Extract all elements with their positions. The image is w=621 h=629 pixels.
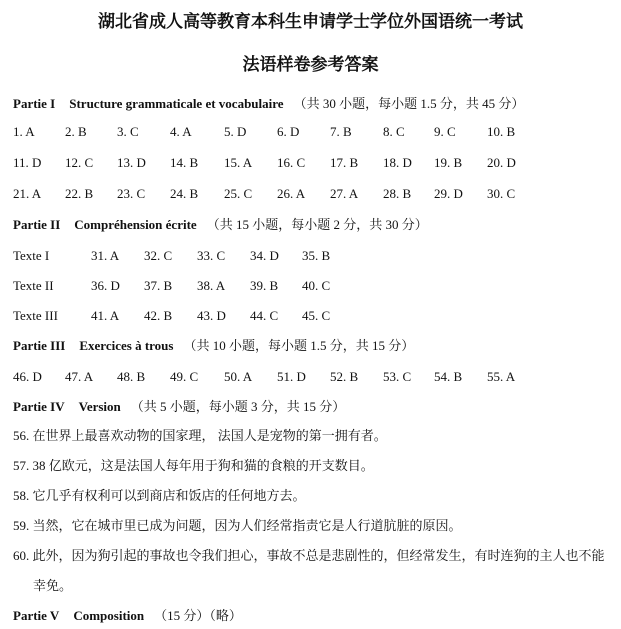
answer: 49. C — [170, 369, 199, 384]
answer: 40. C — [302, 278, 331, 293]
answer: 31. A — [91, 248, 120, 263]
answer: 45. C — [302, 308, 331, 323]
answer: 5. D — [224, 124, 247, 139]
answer: 10. B — [487, 124, 516, 139]
translation-item: 56. 在世界上最喜欢动物的国家理， 法国人是宠物的第一拥有者。 — [13, 428, 387, 443]
answer: 27. A — [330, 186, 359, 201]
answer: 34. D — [250, 248, 279, 263]
part4-heading — [13, 399, 345, 415]
answer: 17. B — [330, 155, 359, 170]
translation-item-continued: 幸免。 — [33, 578, 73, 593]
part2-note: （共 15 小题，每小题 2 分，共 30 分） — [206, 217, 428, 232]
translation-item: 59. 当然，它在城市里已成为问题，因为人们经常指责它是人行道肮脏的原因。 — [13, 518, 462, 533]
answer: 1. A — [13, 124, 35, 139]
answer: 14. B — [170, 155, 199, 170]
part5-note: （15 分）（略） — [154, 608, 242, 623]
answer: 43. D — [197, 308, 226, 323]
answer: 22. B — [65, 186, 94, 201]
part4-name: Version — [78, 399, 121, 414]
answer: 23. C — [117, 186, 146, 201]
answer: 32. C — [144, 248, 173, 263]
answer: 9. C — [434, 124, 456, 139]
answer: 48. B — [117, 369, 146, 384]
part4-label: Partie IV — [13, 399, 65, 414]
answer: 47. A — [65, 369, 94, 384]
answer: 26. A — [277, 186, 306, 201]
texte-label: Texte I — [13, 248, 50, 263]
answer: 53. C — [383, 369, 412, 384]
answer: 21. A — [13, 186, 42, 201]
part1-heading — [13, 96, 524, 112]
answer: 41. A — [91, 308, 120, 323]
part3-heading — [13, 338, 414, 354]
part1-note: （共 30 小题，每小题 1.5 分，共 45 分） — [293, 96, 525, 111]
answer: 51. D — [277, 369, 306, 384]
part4-note: （共 5 小题，每小题 3 分，共 15 分） — [130, 399, 346, 414]
document-subtitle: 法语样卷参考答案 — [242, 55, 379, 74]
part1-label: Partie I — [13, 96, 56, 111]
answer: 20. D — [487, 155, 516, 170]
answer: 29. D — [434, 186, 463, 201]
answer: 36. D — [91, 278, 120, 293]
answer: 54. B — [434, 369, 463, 384]
part2-heading — [13, 217, 428, 233]
answer: 38. A — [197, 278, 226, 293]
part1-name: Structure grammaticale et vocabulaire — [69, 96, 284, 111]
answer: 44. C — [250, 308, 279, 323]
answer: 18. D — [383, 155, 412, 170]
answer: 28. B — [383, 186, 412, 201]
answer: 8. C — [383, 124, 405, 139]
answer: 50. A — [224, 369, 253, 384]
answer: 35. B — [302, 248, 331, 263]
answer: 6. D — [277, 124, 300, 139]
translation-item: 57. 38 亿欧元，这是法国人每年用于狗和猫的食粮的开支数目。 — [13, 458, 374, 473]
answer: 55. A — [487, 369, 516, 384]
answer: 37. B — [144, 278, 173, 293]
answer: 39. B — [250, 278, 279, 293]
part2-name: Compréhension écrite — [74, 217, 197, 232]
answer: 24. B — [170, 186, 199, 201]
part3-name: Exercices à trous — [79, 338, 174, 353]
answer: 7. B — [330, 124, 352, 139]
part3-note: （共 10 小题，每小题 1.5 分，共 15 分） — [183, 338, 415, 353]
answer: 46. D — [13, 369, 42, 384]
translation-item: 58. 它几乎有权利可以到商店和饭店的任何地方去。 — [13, 488, 306, 503]
answer: 15. A — [224, 155, 253, 170]
answer: 11. D — [13, 155, 42, 170]
answer: 3. C — [117, 124, 139, 139]
answer: 19. B — [434, 155, 463, 170]
texte-label: Texte III — [13, 308, 58, 323]
part5-name: Composition — [73, 608, 145, 623]
answer: 25. C — [224, 186, 253, 201]
answer: 42. B — [144, 308, 173, 323]
answer: 30. C — [487, 186, 516, 201]
answer: 2. B — [65, 124, 87, 139]
translation-item: 60. 此外，因为狗引起的事故也令我们担心，事故不总是悲剧性的，但经常发生，有时连狗的主人也不能 — [13, 548, 605, 563]
part5-heading — [13, 608, 242, 624]
texte-label: Texte II — [13, 278, 54, 293]
answer: 13. D — [117, 155, 146, 170]
part3-label: Partie III — [13, 338, 66, 353]
answer: 4. A — [170, 124, 192, 139]
answer: 12. C — [65, 155, 94, 170]
answer: 52. B — [330, 369, 359, 384]
document-title: 湖北省成人高等教育本科生申请学士学位外国语统一考试 — [98, 12, 523, 31]
part2-label: Partie II — [13, 217, 61, 232]
answer: 16. C — [277, 155, 306, 170]
part5-label: Partie V — [13, 608, 60, 623]
answer: 33. C — [197, 248, 226, 263]
